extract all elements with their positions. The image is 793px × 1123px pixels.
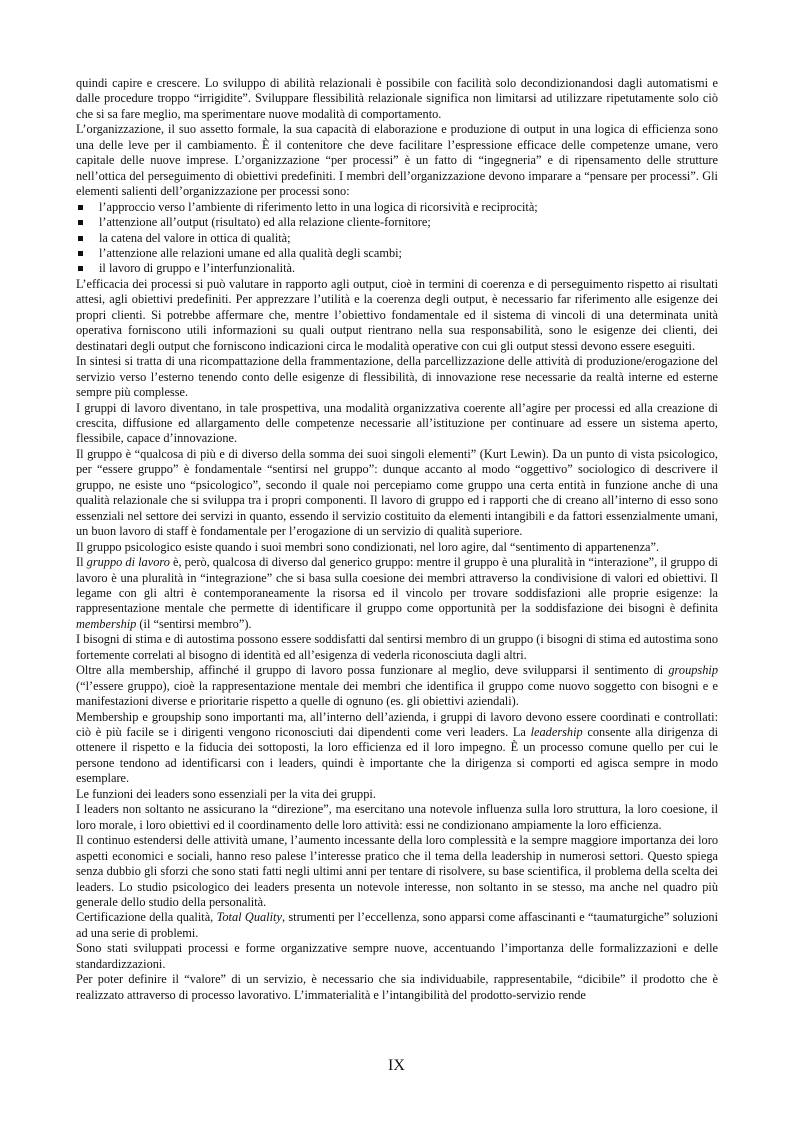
square-bullet-icon: [78, 251, 83, 256]
square-bullet-icon: [78, 220, 83, 225]
paragraph-groupship: Oltre alla membership, affinché il gruppo di lavoro possa funzionare al meglio, deve svilupparsi il sentimento di groupship (“l’essere gruppo), cioè la rappresentazione mentale dei membri che identifica il gruppo come nuovo soggetto con bisogni e e manifestazioni diverse e prioritarie rispetto a quelle di ognuno (es. gli obiettivi aziendali).: [76, 663, 718, 709]
paragraph-direzione: I leaders non soltanto ne assicurano la “direzione”, ma esercitano una notevole influenza sulla loro struttura, la loro coesione, il loro morale, i loro obiettivi ed il coordinamento delle loro attività: essi ne condizionano ampiamente la loro efficienza.: [76, 802, 718, 832]
list-item: l’attenzione all’output (risultato) ed alla relazione cliente-fornitore;: [76, 215, 718, 230]
paragraph-funzioni: Le funzioni dei leaders sono essenziali per la vita dei gruppi.: [76, 786, 376, 801]
paragraph-lewin: Il gruppo è “qualcosa di più e di diverso della somma dei suoi singoli elementi” (Kurt Lewin). Da un punto di vista psicologico, per “essere gruppo” è fondamentale “sentirsi nel gruppo”: dunque accanto al modo “oggettivo” sociologico di descrivere il gruppo, ne esiste uno “psicologico”, secondo il quale noi percepiamo come gruppo una certa entità in funzione anche di una qualità relazionale che si sviluppa tra i propri componenti. Il lavoro di gruppo ed i rapporti che di creano all’interno di esso sono essenziali nel settore dei servizi in quanto, essendo il servizio costituito da elementi intangibili e da fattori essenzialmente umani, un buon lavoro di staff è fondamentale per l’erogazione di un servizio di qualità superiore.: [76, 446, 718, 539]
list-item: il lavoro di gruppo e l’interfunzionalità.: [76, 261, 718, 276]
page-number: IX: [388, 1057, 405, 1074]
paragraph-valore: Per poter definire il “valore” di un servizio, è necessario che sia individuabile, rappresentabile, “dicibile” il prodotto che è realizzato attraverso di processo lavorativo. L’immaterialità e l’intangibilità del prodotto-servizio rende: [76, 972, 718, 1002]
paragraph-sviluppati: Sono stati sviluppati processi e forme organizzative sempre nuove, accentuando l’importanza delle formalizzazioni e delle standardizzazioni.: [76, 941, 718, 971]
square-bullet-icon: [78, 205, 83, 210]
list-item: la catena del valore in ottica di qualità;: [76, 231, 718, 246]
paragraph-psicologico: Il gruppo psicologico esiste quando i suoi membri sono condizionati, nel loro agire, dal “sentimento di appartenenza”.: [76, 539, 660, 554]
bullet-list: [76, 200, 718, 277]
paragraph-gruppo-lavoro: Il gruppo di lavoro è, però, qualcosa di diverso dal generico gruppo: mentre il gruppo è una pluralità in “interazione”, il gruppo di lavoro è una pluralità in “integrazione” che si basa sulla coesione dei membri attraverso la condivisione di valori ed obiettivi. Il legame con gli altri è contemporaneamente la risorsa ed il vincolo per trovare soddisfazioni alle proprie esigenze: la rappresentazione mentale che permette di identificare il gruppo come opportunità per la soddisfazione dei bisogni è definita membership (il “sentirsi membro”).: [76, 555, 718, 631]
paragraph-efficacia: L’efficacia dei processi si può valutare in rapporto agli output, cioè in termini di coerenza e di perseguimento rispetto ai risultati attesi, agli obiettivi predefiniti. Per apprezzare l’utilità e la coerenza degli output, è necessario far riferimento alle esigenze dei propri clienti. Si potrebbe affermare che, mentre l’obiettivo fondamentale ed il sistema di vincoli di una determinata unità operativa forniscono utili informazioni su quali output rientrano nella sua responsabilità, sono le esigenze dei clienti, dei destinatari degli output che forniscono indicazioni circa le modalità operative con cui gli output stessi devono essere eseguiti.: [76, 276, 718, 353]
paragraph-certificazione: Certificazione della qualità, Total Quality, strumenti per l’eccellenza, sono apparsi come affascinanti e “taumaturgiche” soluzioni ad una serie di problemi.: [76, 910, 718, 940]
document-body: [76, 76, 718, 1003]
paragraph-continuo: Il continuo estendersi delle attività umane, l’aumento incessante della loro complessità e la sempre maggiore importanza dei loro aspetti economici e sociali, hanno reso palese l’interesse pratico che il tema della leadership in numerosi settori. Questo spiega senza dubbio gli sforzi che sono stati fatti negli ultimi anni per tentare di risolvere, su base scientifica, il problema della scelta dei leaders. Lo studio psicologico dei leaders presenta un notevole interesse, non soltanto in se stesso, ma anche nel quadro più generale dello studio della personalità.: [76, 833, 718, 910]
paragraph-stima: I bisogni di stima e di autostima possono essere soddisfatti dal sentirsi membro di un gruppo (i bisogni di stima ed autostima sono fortemente correlati al bisogno di identità ed all’esigenza di vederla riconosciuta dagli altri.: [76, 632, 718, 662]
list-item: l’approccio verso l’ambiente di riferimento letto in una logica di ricorsività e reciprocità;: [76, 200, 718, 215]
square-bullet-icon: [78, 236, 83, 241]
paragraph-gruppi: I gruppi di lavoro diventano, in tale prospettiva, una modalità organizzativa coerente all’agire per processi ed alla creazione di crescita, diffusione ed allargamento delle competenze necessarie all’istituzione per continuare ad essere un sistema aperto, flessibile, capace d’innovazione.: [76, 400, 718, 446]
square-bullet-icon: [78, 266, 83, 271]
list-item: l’attenzione alle relazioni umane ed alla qualità degli scambi;: [76, 246, 718, 261]
paragraph-organizzazione: L’organizzazione, il suo assetto formale, la sua capacità di elaborazione e produzione di output in una logica di efficienza sono una delle leve per il cambiamento. È il contenitore che deve facilitare l’espressione efficace delle competenze umane, vero capitale delle nuove imprese. L’organizzazione “per processi” è un fatto di “ingegneria” e di ripensamento delle strutture nell’ottica del perseguimento di obiettivi predefiniti. I membri dell’organizzazione devono imparare a “pensare per processi”. Gli elementi salienti dell’organizzazione per processi sono:: [76, 122, 718, 199]
paragraph-leadership: Membership e groupship sono importanti ma, all’interno dell’azienda, i gruppi di lavoro devono essere coordinati e controllati: ciò è più facile se i dirigenti vengono riconosciuti dai dipendenti come veri leaders. La leadership consente alla dirigenza di ottenere il rispetto e la fiducia dei sottoposti, la loro efficienza ed il loro impegno. È un processo comune quello per cui le persone tendono ad identificarsi con i leaders, quindi è importante che la dirigenza si comporti ed agisca sempre in modo esemplare.: [76, 709, 719, 786]
paragraph-intro-1: quindi capire e crescere. Lo sviluppo di abilità relazionali è possibile con facilità solo decondizionandosi dagli automatismi e dalle procedure troppo “irrigidite”. Sviluppare flessibilità relazionale significa non limitarsi ad utilizzare ripetutamente solo ciò che si sa fare meglio, ma sperimentare nuove modalità di comportamento.: [76, 76, 718, 121]
paragraph-sintesi: In sintesi si tratta di una ricompattazione della frammentazione, della parcellizzazione delle attività di produzione/erogazione del servizio verso l’esterno tenendo conto delle esigenze di flessibilità, di innovazione rese necessarie da realtà interne ed esterne sempre più complesse.: [76, 354, 718, 400]
